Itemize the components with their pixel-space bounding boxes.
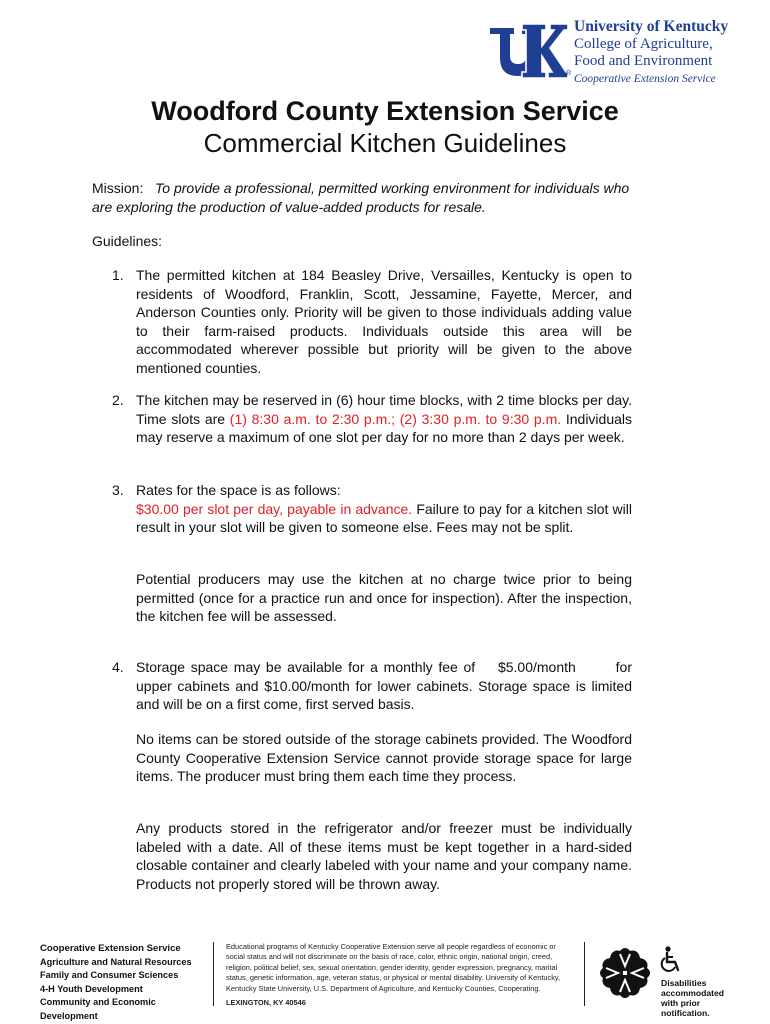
uk-logo-icon xyxy=(488,22,568,80)
footer-program-item: Family and Consumer Sciences xyxy=(40,970,179,980)
guideline-item-2 xyxy=(112,391,632,447)
item-4-paragraph-1: No items can be stored outside of the storage cabinets provided. The Woodford County Cooperative Extension Service cannot provide storage space for large items. The producer must bring them each time they process. xyxy=(136,731,632,784)
guideline-item-3 xyxy=(112,481,632,537)
item-number: 3. xyxy=(112,482,124,498)
university-name: University of Kentucky xyxy=(574,18,729,35)
footer-divider xyxy=(584,942,585,1006)
4h-clover-icon xyxy=(596,944,654,1002)
item-text-part: Failure to pay for a kitchen slot will result in your slot will be given to someone else. Fees may not be split. xyxy=(136,500,632,535)
footer-program-item: Community and Economic Development xyxy=(40,997,156,1021)
guidelines-label: Guidelines: xyxy=(92,233,163,249)
document-subtitle: Commercial Kitchen Guidelines xyxy=(203,128,567,158)
item-text: The permitted kitchen at 184 Beasley Drive, Versailles, Kentucky is open to residents of Woodford, Franklin, Scott, Jessamine, Fayette, Mercer, and Anderson Counties only. Priority will be given to those individuals adding value to their farm-raised products. Individuals outside this area will be accommodated wherever possible but priority will be given to the above mentioned counties. xyxy=(136,267,632,376)
mission-label: Mission: xyxy=(92,180,144,196)
footer-address: LEXINGTON, KY 40546 xyxy=(226,998,306,1008)
item-number: 4. xyxy=(112,659,124,675)
item-number: 1. xyxy=(112,267,124,283)
disability-line: Disabilities xyxy=(661,978,707,988)
mission-text: To provide a professional, permitted working environment for individuals who are exploring the production of value-added products for resale. xyxy=(92,180,630,215)
item-text-part: The kitchen may be reserved in (6) hour time blocks, with 2 time blocks per day. Time slots are xyxy=(136,392,632,427)
registered-mark: ® xyxy=(566,70,572,77)
item-3-paragraph: Potential producers may use the kitchen at no charge twice prior to being permitted (once for a practice run and once for inspection). After the inspection, the kitchen fee will be assessed. xyxy=(136,571,632,624)
time-slots-highlight: (1) 8:30 a.m. to 2:30 p.m.; (2) 3:30 p.m. to 9:30 p.m. xyxy=(229,410,562,427)
disability-line: accommodated xyxy=(661,988,725,998)
item-number: 2. xyxy=(112,392,124,408)
letterhead-text xyxy=(574,18,764,87)
footer-program-item: Agriculture and Natural Resources xyxy=(40,956,192,967)
guideline-item-4 xyxy=(112,658,636,714)
mission-statement xyxy=(92,179,652,216)
footer-programs xyxy=(40,942,210,1023)
disability-line: with prior notification. xyxy=(661,998,710,1018)
footer-statement-block xyxy=(226,942,572,1008)
footer-program-item: Cooperative Extension Service xyxy=(40,943,181,954)
college-name-line1: College of Agriculture, xyxy=(574,36,713,52)
guideline-item-1 xyxy=(112,266,632,377)
service-name: Cooperative Extension Service xyxy=(574,73,716,85)
item-4-paragraph-2: Any products stored in the refrigerator and/or freezer must be individually labeled with a date. All of these items must be kept together in a hard-sided closable container and clearly labeled with your name and your company name. Products not properly stored will be thrown away. xyxy=(136,820,632,892)
item-text-part: Rates for the space is as follows: xyxy=(136,482,341,498)
footer-divider xyxy=(213,942,214,1006)
item-text xyxy=(136,481,632,537)
item-text: Storage space may be available for a monthly fee of $5.00/month for upper cabinets and $10.00/month for lower cabinets. Storage space is limited and will be on a first come, first served basis. xyxy=(136,659,636,712)
item-text xyxy=(136,391,632,447)
wheelchair-icon xyxy=(660,946,682,974)
document-title: Woodford County Extension Service xyxy=(151,96,619,126)
rate-highlight: $30.00 per slot per day, payable in advance. xyxy=(136,500,413,517)
disability-notice xyxy=(661,978,751,1018)
nondiscrimination-statement: Educational programs of Kentucky Cooperative Extension serve all people regardless of economic or social status and will not discriminate on the basis of race, color, ethnic origin, national origin, creed, religion, political belief, sex, sexual orientation, gender identity, gender expression, pregnancy, marital status, genetic information, age, veteran status, or physical or mental disability. University of Kentucky, Kentucky State University, U.S. Department of Agriculture, and Kentucky Counties, Cooperating. xyxy=(226,942,561,993)
footer-program-item: 4-H Youth Development xyxy=(40,983,143,994)
college-name-line2: Food and Environment xyxy=(574,53,713,69)
item-text-part: Individuals may reserve a maximum of one slot per day for no more than 2 days per week. xyxy=(136,410,633,445)
